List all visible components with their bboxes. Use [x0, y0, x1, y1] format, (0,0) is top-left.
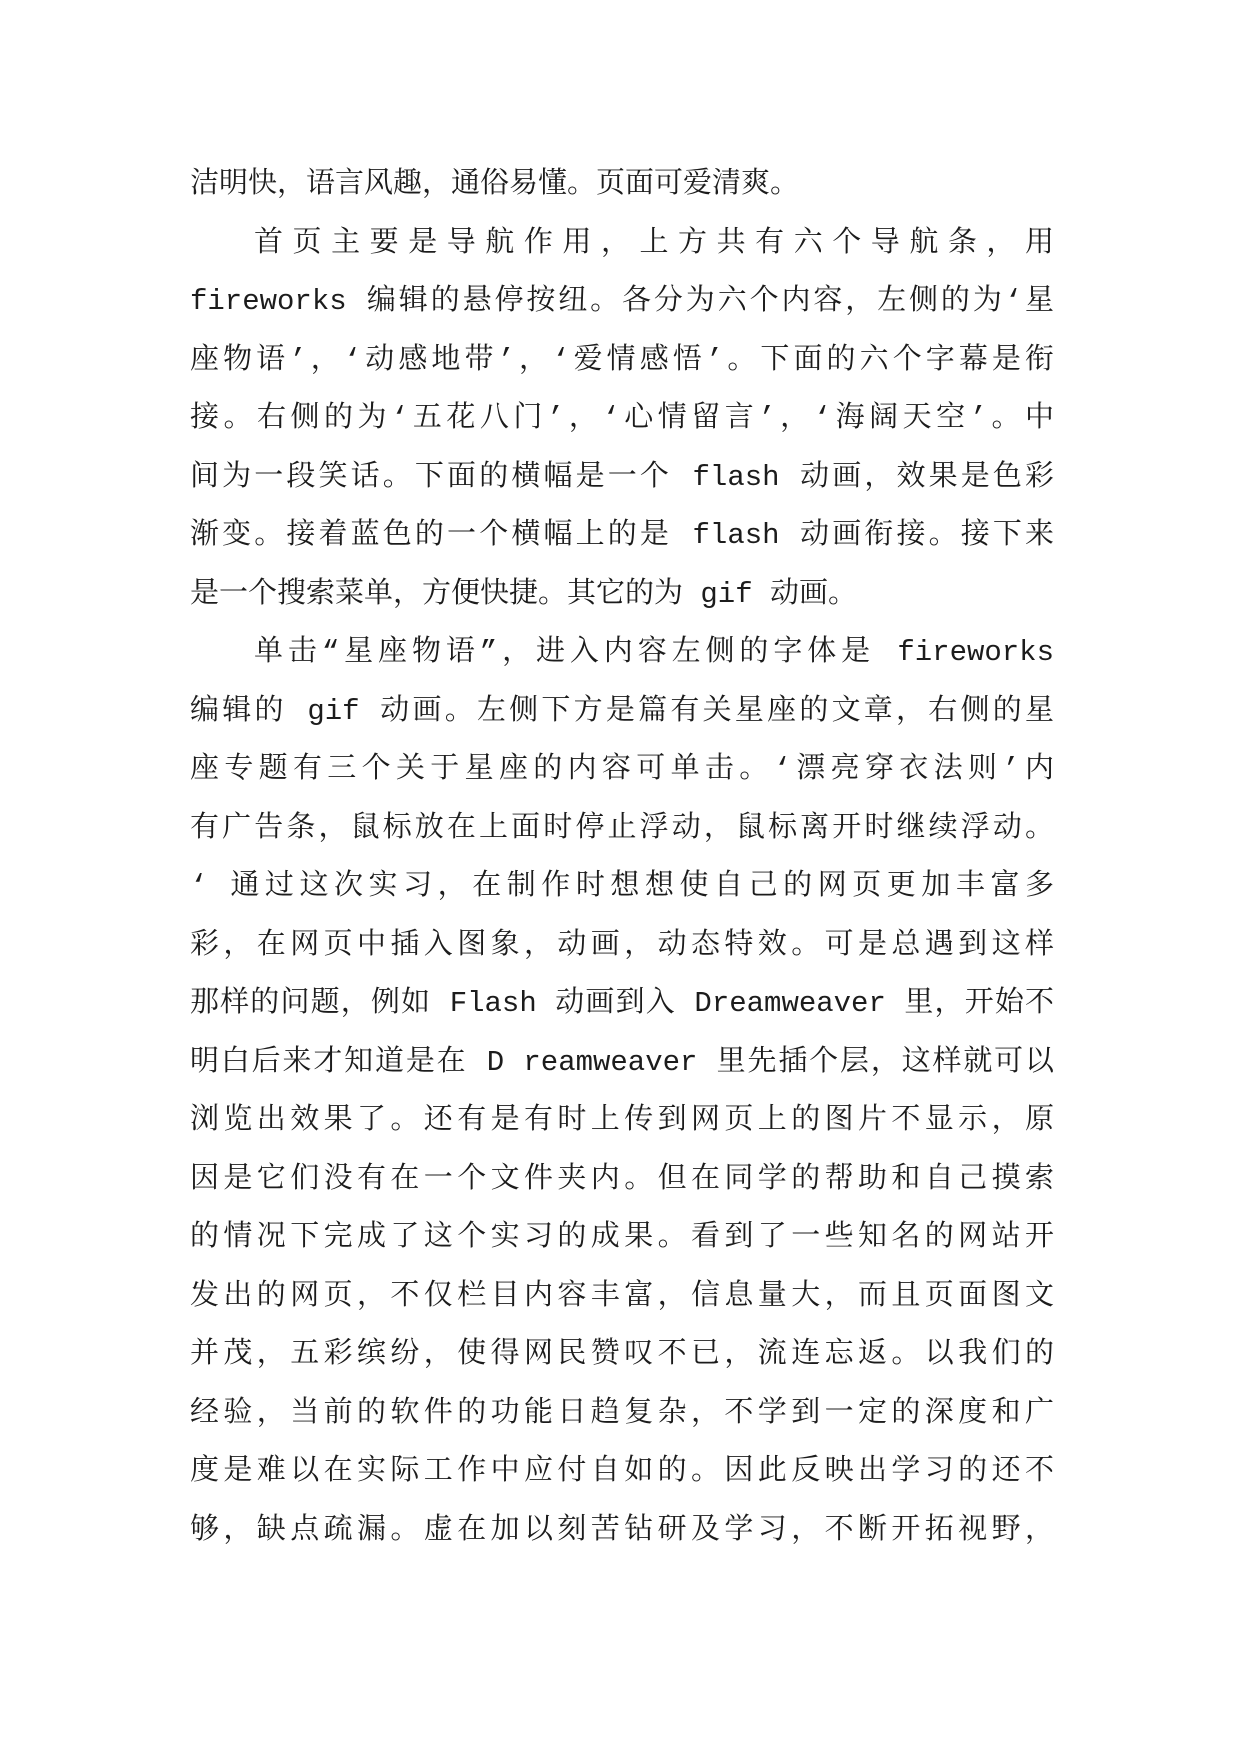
text-line: 首页主要是导航作用，上方共有六个导航条，用: [254, 226, 1054, 260]
text-line: 有广告条，鼠标放在上面时停止浮动，鼠标离开时继续浮动。: [190, 811, 1054, 845]
text-line: 座物语’，‘动感地带’，‘爱情感悟’。下面的六个字幕是衔: [190, 343, 1054, 377]
text-line: 渐变。接着蓝色的一个横幅上的是 flash 动画衔接。接下来: [190, 519, 1054, 552]
paragraph-reflection: [190, 624, 1054, 1560]
text-line: 够，缺点疏漏。虚在加以刻苦钻研及学习，不断开拓视野，: [190, 1513, 1054, 1547]
text-line: 单击“星座物语”，进入内容左侧的字体是 fireworks: [254, 636, 1054, 669]
document-body: [190, 156, 1054, 1560]
text-line: 发出的网页，不仅栏目内容丰富，信息量大，而且页面图文: [190, 1279, 1054, 1313]
text-line: 并茂，五彩缤纷，使得网民赞叹不已，流连忘返。以我们的: [190, 1338, 1054, 1371]
paragraph-homepage: [190, 215, 1054, 625]
text-line: ‘ 通过这次实习，在制作时想想使自己的网页更加丰富多: [190, 870, 1054, 903]
text-line: 是一个搜索菜单，方便快捷。其它的为 gif 动画。: [190, 577, 858, 611]
text-line: 编辑的 gif 动画。左侧下方是篇有关星座的文章，右侧的星: [190, 694, 1054, 728]
text-line: 彩，在网页中插入图象，动画，动态特效。可是总遇到这样: [190, 928, 1054, 962]
text-line: fireworks 编辑的悬停按纽。各分为六个内容，左侧的为‘星: [190, 285, 1054, 318]
text-line: 那样的问题，例如 Flash 动画到入 Dreamweaver 里，开始不: [190, 987, 1054, 1020]
text-line: 经验，当前的软件的功能日趋复杂，不学到一定的深度和广: [190, 1396, 1054, 1430]
text-line: 因是它们没有在一个文件夹内。但在同学的帮助和自己摸索: [190, 1162, 1054, 1196]
text-line: 的情况下完成了这个实习的成果。看到了一些知名的网站开: [190, 1221, 1054, 1254]
text-line: 座专题有三个关于星座的内容可单击。‘漂亮穿衣法则’内: [190, 753, 1054, 786]
text-line: 明白后来才知道是在 D reamweaver 里先插个层，这样就可以: [190, 1045, 1054, 1079]
text-line: 接。右侧的为‘五花八门’，‘心情留言’，‘海阔天空’。中: [190, 402, 1054, 435]
text-line: 间为一段笑话。下面的横幅是一个 flash 动画，效果是色彩: [190, 460, 1054, 494]
text-line: 浏览出效果了。还有是有时上传到网页上的图片不显示，原: [190, 1104, 1054, 1137]
paragraph-continuation: [190, 156, 1054, 215]
text-line: 度是难以在实际工作中应付自如的。因此反映出学习的还不: [190, 1455, 1054, 1488]
text-line: 洁明快，语言风趣，通俗易懂。页面可爱清爽。: [190, 168, 800, 201]
